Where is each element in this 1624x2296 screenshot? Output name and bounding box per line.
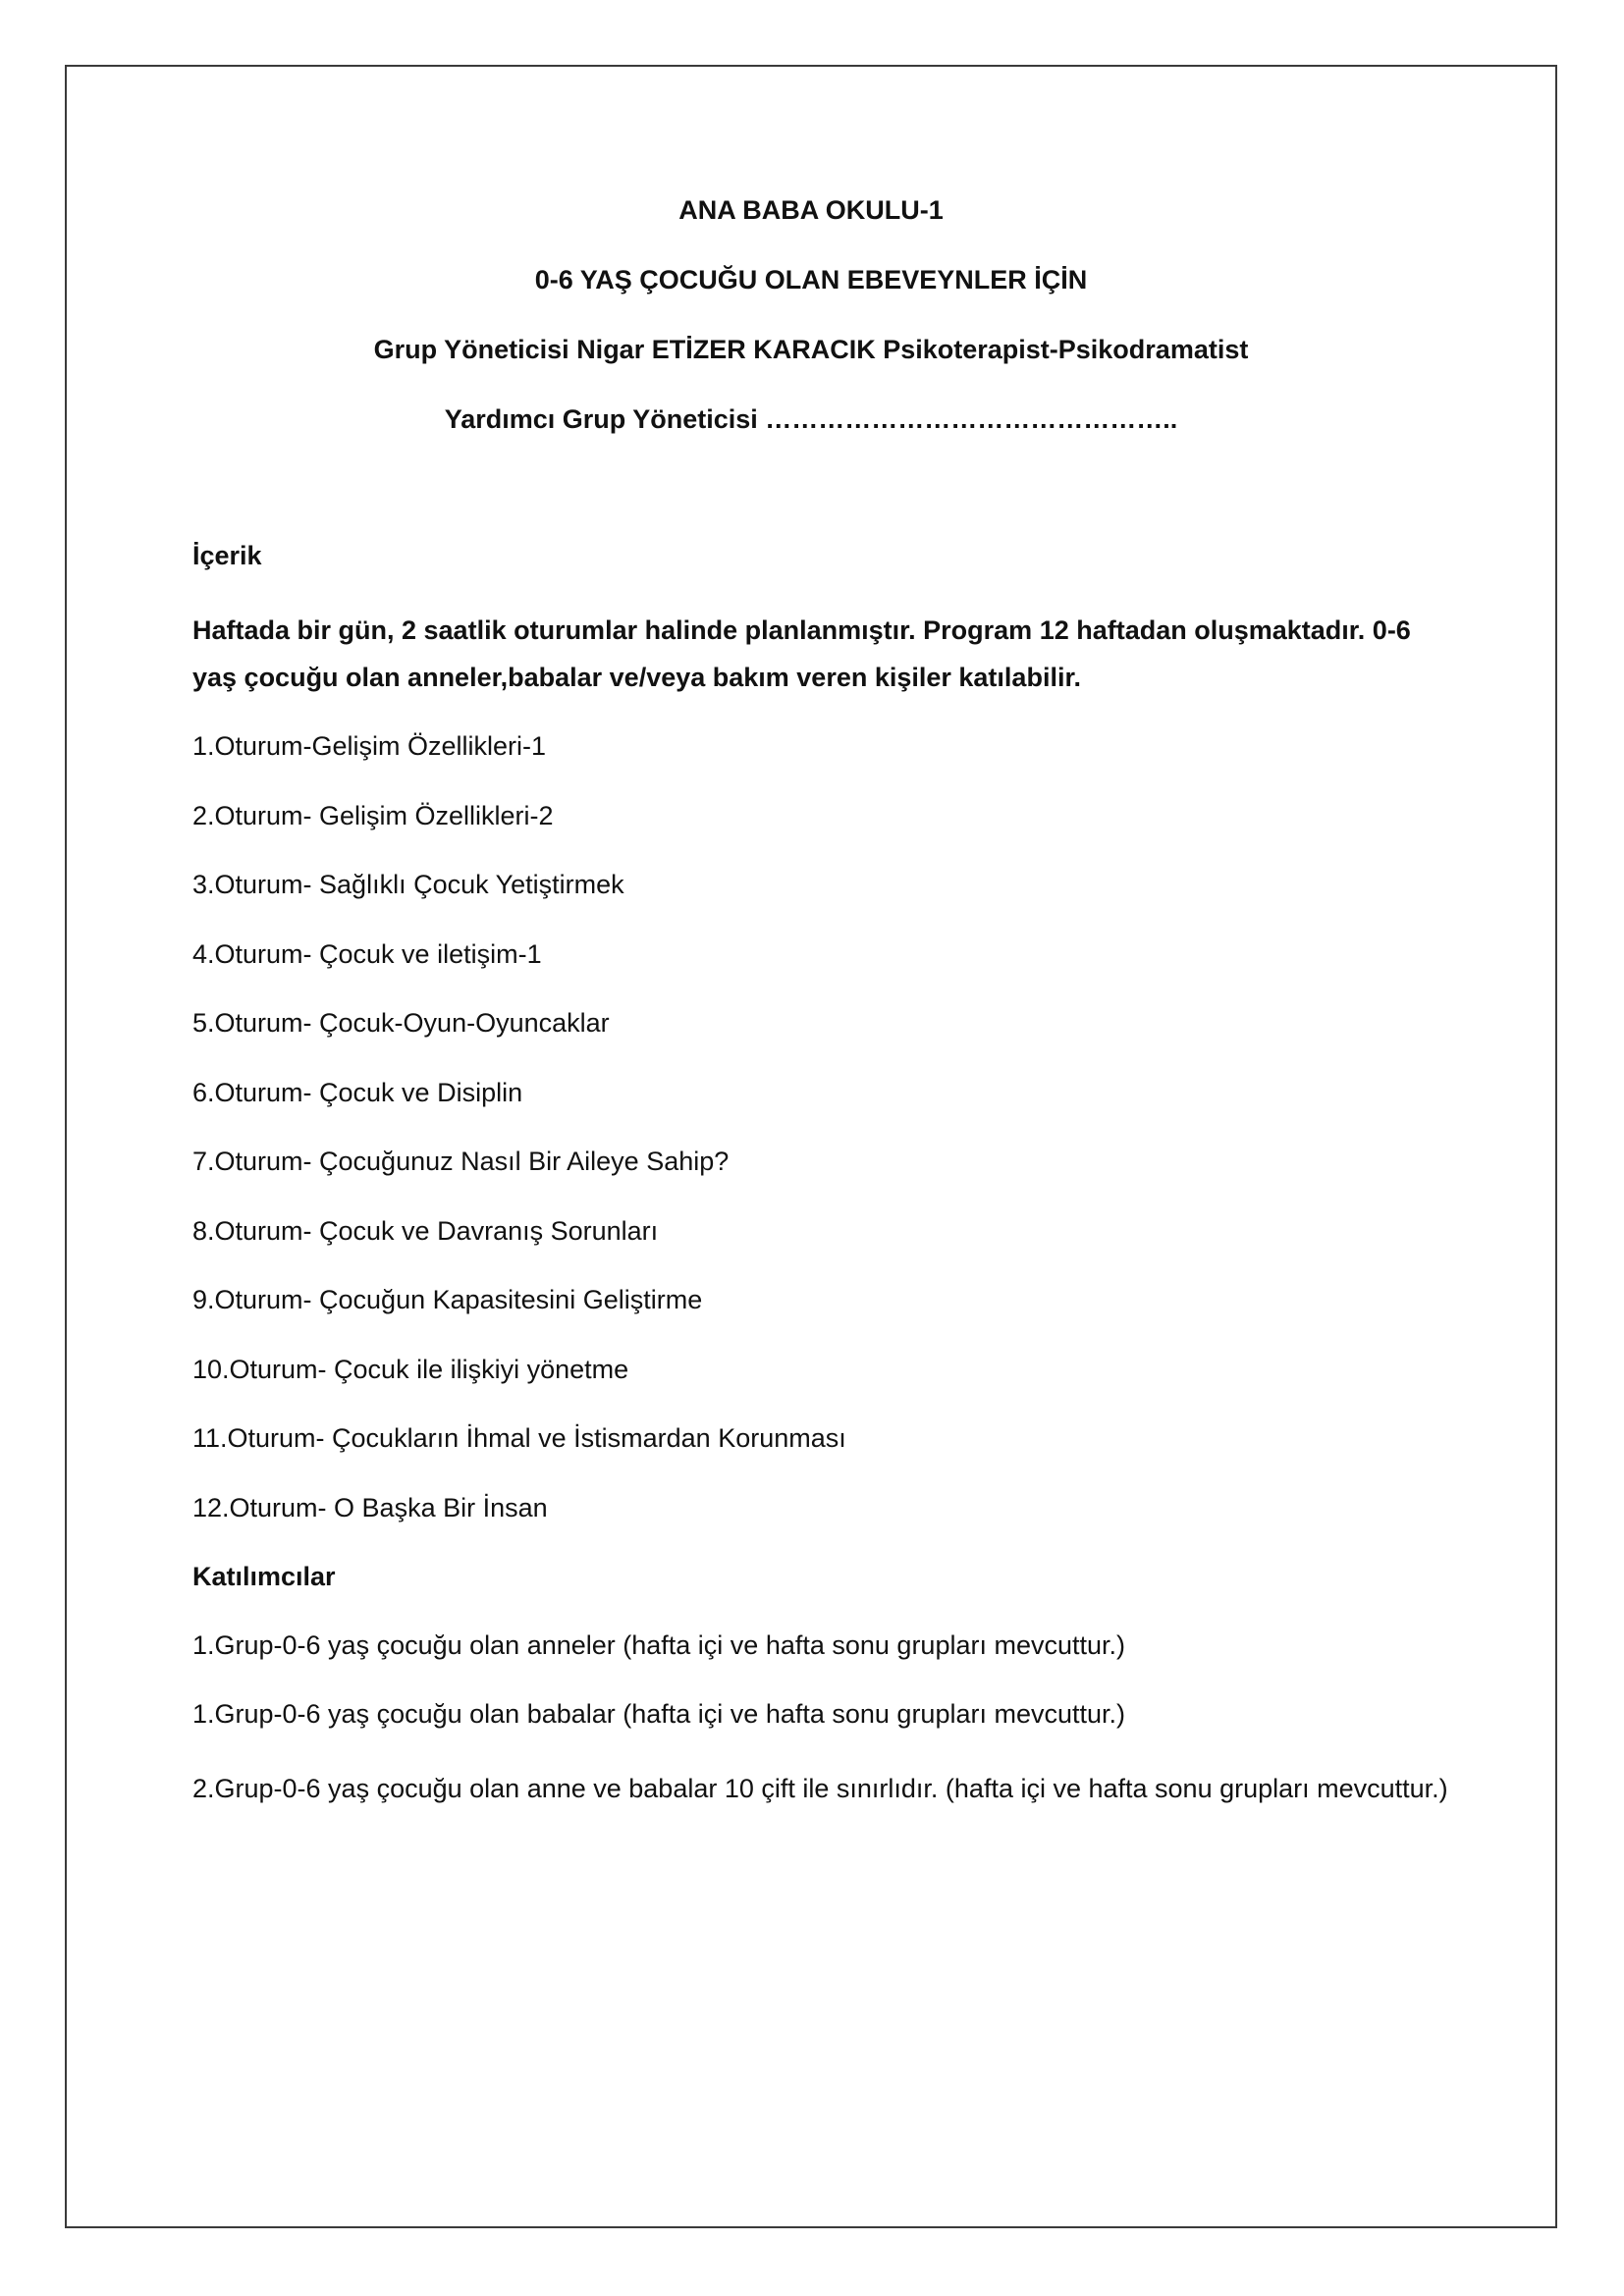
- participant-item: 1.Grup-0-6 yaş çocuğu olan babalar (hafta içi ve hafta sonu grupları mevcuttur.): [192, 1699, 1126, 1729]
- session-item: 2.Oturum- Gelişim Özellikleri-2: [192, 800, 554, 830]
- session-item: 11.Oturum- Çocukların İhmal ve İstismardan Korunması: [192, 1423, 846, 1453]
- session-item: 3.Oturum- Sağlıklı Çocuk Yetiştirmek: [192, 870, 624, 899]
- document-body: [192, 538, 1459, 1845]
- document-subtitle: 0-6 YAŞ ÇOCUĞU OLAN EBEVEYNLER İÇİN: [534, 265, 1088, 294]
- group-leader: Grup Yöneticisi Nigar ETİZER KARACIK Psikoterapist-Psikodramatist: [373, 335, 1249, 364]
- document-header: [65, 192, 1557, 471]
- assistant-leader: Yardımcı Grup Yöneticisi ………………………………………..: [444, 404, 1178, 434]
- session-list: [192, 728, 1459, 1525]
- session-item: 8.Oturum- Çocuk ve Davranış Sorunları: [192, 1215, 659, 1246]
- session-item: 9.Oturum- Çocuğun Kapasitesini Geliştirme: [192, 1285, 703, 1314]
- program-intro: Haftada bir gün, 2 saatlik oturumlar halinde planlanmıştır. Program 12 haftadan oluşmaktadır. 0-6 yaş çocuğu olan anneler,babalar ve/veya bakım veren kişiler katılabilir.: [192, 615, 1411, 692]
- session-item: 12.Oturum- O Başka Bir İnsan: [192, 1492, 548, 1522]
- session-item: 5.Oturum- Çocuk-Oyun-Oyuncaklar: [192, 1008, 610, 1038]
- session-item: 7.Oturum- Çocuğunuz Nasıl Bir Aileye Sahip?: [192, 1147, 730, 1176]
- session-item: 1.Oturum-Gelişim Özellikleri-1: [192, 731, 547, 761]
- session-item: 4.Oturum- Çocuk ve iletişim-1: [192, 938, 542, 969]
- content-heading: İçerik: [192, 541, 262, 570]
- participant-item: 1.Grup-0-6 yaş çocuğu olan anneler (hafta içi ve hafta sonu grupları mevcuttur.): [192, 1630, 1126, 1660]
- document-title: ANA BABA OKULU-1: [678, 195, 944, 225]
- participants-heading: Katılımcılar: [192, 1562, 336, 1591]
- session-item: 6.Oturum- Çocuk ve Disiplin: [192, 1077, 523, 1107]
- session-item: 10.Oturum- Çocuk ile ilişkiyi yönetme: [192, 1354, 629, 1384]
- participant-item: 2.Grup-0-6 yaş çocuğu olan anne ve babalar 10 çift ile sınırlıdır. (hafta içi ve hafta sonu grupları mevcuttur.): [192, 1774, 1448, 1803]
